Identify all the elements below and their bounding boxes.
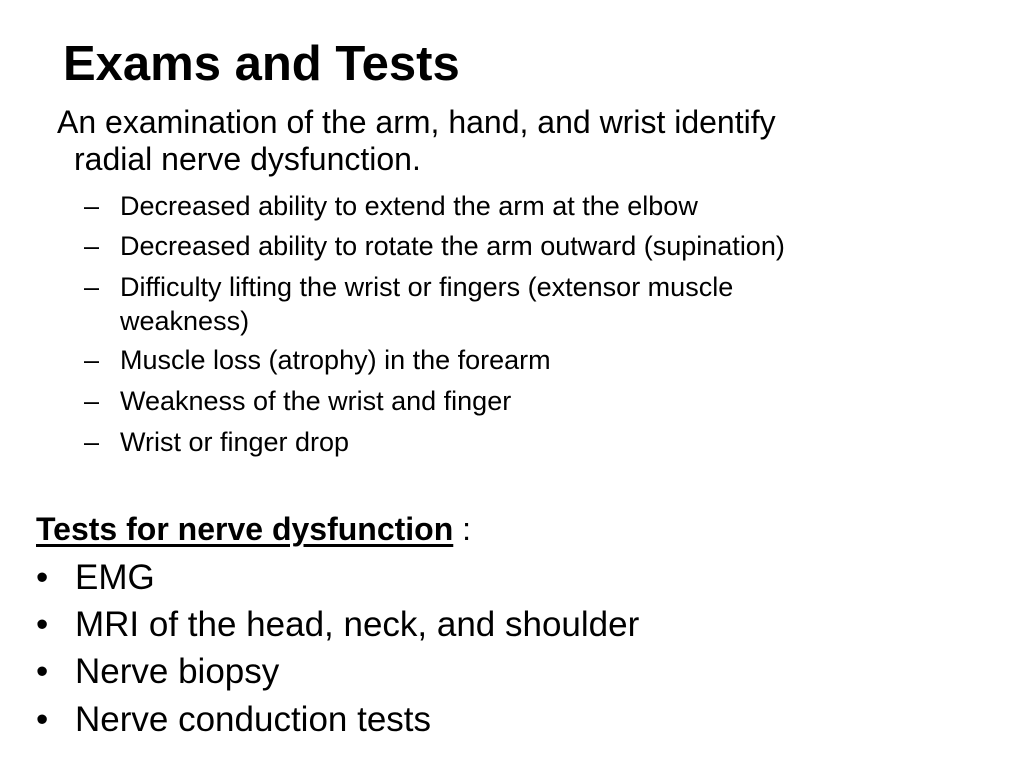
- finding-text: Decreased ability to extend the arm at the elbow: [120, 191, 698, 221]
- intro-paragraph: [57, 104, 977, 178]
- dash-marker: –: [84, 345, 100, 375]
- finding-text: Wrist or finger drop: [120, 427, 350, 457]
- dash-marker: –: [84, 386, 100, 416]
- bullet-marker: •: [36, 558, 49, 597]
- finding-text: Decreased ability to rotate the arm outward (supination): [120, 231, 785, 261]
- test-label: Nerve conduction tests: [75, 700, 432, 739]
- finding-text: Difficulty lifting the wrist or fingers (extensor muscle: [120, 272, 734, 302]
- tests-heading-colon: :: [453, 511, 472, 547]
- dash-marker: –: [84, 272, 100, 302]
- test-label: EMG: [75, 558, 155, 597]
- dash-marker: –: [84, 191, 100, 221]
- tests-heading: [36, 508, 471, 550]
- bullet-marker: •: [36, 652, 49, 691]
- finding-text: Muscle loss (atrophy) in the forearm: [120, 345, 551, 375]
- finding-text: Weakness of the wrist and finger: [120, 386, 512, 416]
- test-label: MRI of the head, neck, and shoulder: [75, 605, 640, 644]
- dash-marker: –: [84, 231, 100, 261]
- tests-heading-text: Tests for nerve dysfunction: [36, 511, 454, 547]
- bullet-marker: •: [36, 700, 49, 739]
- test-label: Nerve biopsy: [75, 652, 280, 691]
- intro-line-1: An examination of the arm, hand, and wrist identify: [57, 104, 776, 140]
- finding-text-continuation: weakness): [120, 306, 250, 336]
- slide-title: Exams and Tests: [63, 37, 460, 91]
- intro-line-2: radial nerve dysfunction.: [74, 141, 421, 177]
- dash-marker: –: [84, 427, 100, 457]
- bullet-marker: •: [36, 605, 49, 644]
